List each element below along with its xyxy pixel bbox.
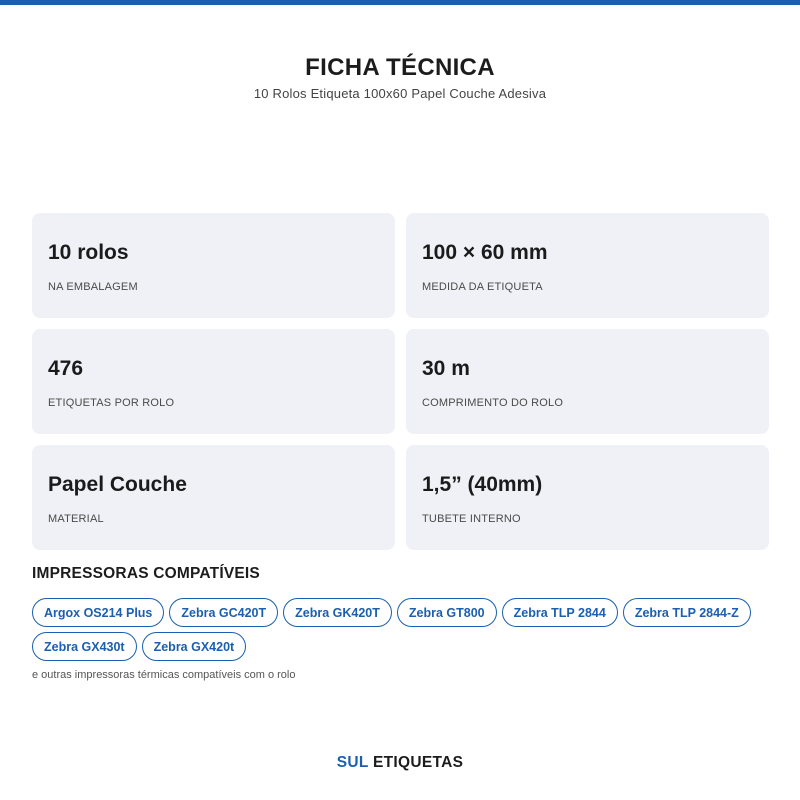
- spec-label: COMPRIMENTO DO ROLO: [422, 397, 564, 409]
- printer-chip[interactable]: Zebra TLP 2844: [502, 598, 618, 627]
- spec-value: 10 rolos: [48, 241, 129, 264]
- spec-card-rolls: [32, 213, 395, 318]
- printer-chip[interactable]: Zebra GT800: [397, 598, 497, 627]
- specs-grid: [32, 213, 769, 550]
- spec-card-material: [32, 445, 395, 550]
- top-accent-bar: [0, 0, 800, 5]
- printers-title: IMPRESSORAS COMPATÍVEIS: [32, 565, 260, 582]
- spec-value: 1,5” (40mm): [422, 473, 543, 496]
- printer-chip[interactable]: Zebra GC420T: [169, 598, 278, 627]
- spec-label: TUBETE INTERNO: [422, 513, 521, 525]
- printer-chip[interactable]: Zebra GK420T: [283, 598, 392, 627]
- printers-note: e outras impressoras térmicas compatíveis com o rolo: [32, 669, 296, 681]
- spec-card-roll-length: [406, 329, 769, 434]
- spec-label: MEDIDA DA ETIQUETA: [422, 281, 543, 293]
- spec-label: ETIQUETAS POR ROLO: [48, 397, 175, 409]
- brand-part-1: SUL: [336, 754, 369, 771]
- spec-value: 30 m: [422, 357, 470, 380]
- spec-label: MATERIAL: [48, 513, 104, 525]
- footer-brand: [0, 754, 800, 772]
- spec-label: NA EMBALAGEM: [48, 281, 138, 293]
- printer-chip[interactable]: Zebra TLP 2844-Z: [623, 598, 751, 627]
- printer-chip[interactable]: Zebra GX420t: [142, 632, 247, 661]
- printer-chip[interactable]: Argox OS214 Plus: [32, 598, 164, 627]
- page-subtitle: 10 Rolos Etiqueta 100x60 Papel Couche Adesiva: [253, 86, 547, 101]
- printer-chip-list: [32, 598, 772, 661]
- header: [0, 52, 800, 101]
- spec-value: 476: [48, 357, 84, 380]
- printer-chip[interactable]: Zebra GX430t: [32, 632, 137, 661]
- spec-card-labels-per-roll: [32, 329, 395, 434]
- spec-card-core: [406, 445, 769, 550]
- spec-value: 100 × 60 mm: [422, 241, 548, 264]
- spec-value: Papel Couche: [48, 473, 187, 496]
- page-title: FICHA TÉCNICA: [305, 54, 495, 81]
- brand-part-2: ETIQUETAS: [368, 754, 464, 771]
- spec-card-size: [406, 213, 769, 318]
